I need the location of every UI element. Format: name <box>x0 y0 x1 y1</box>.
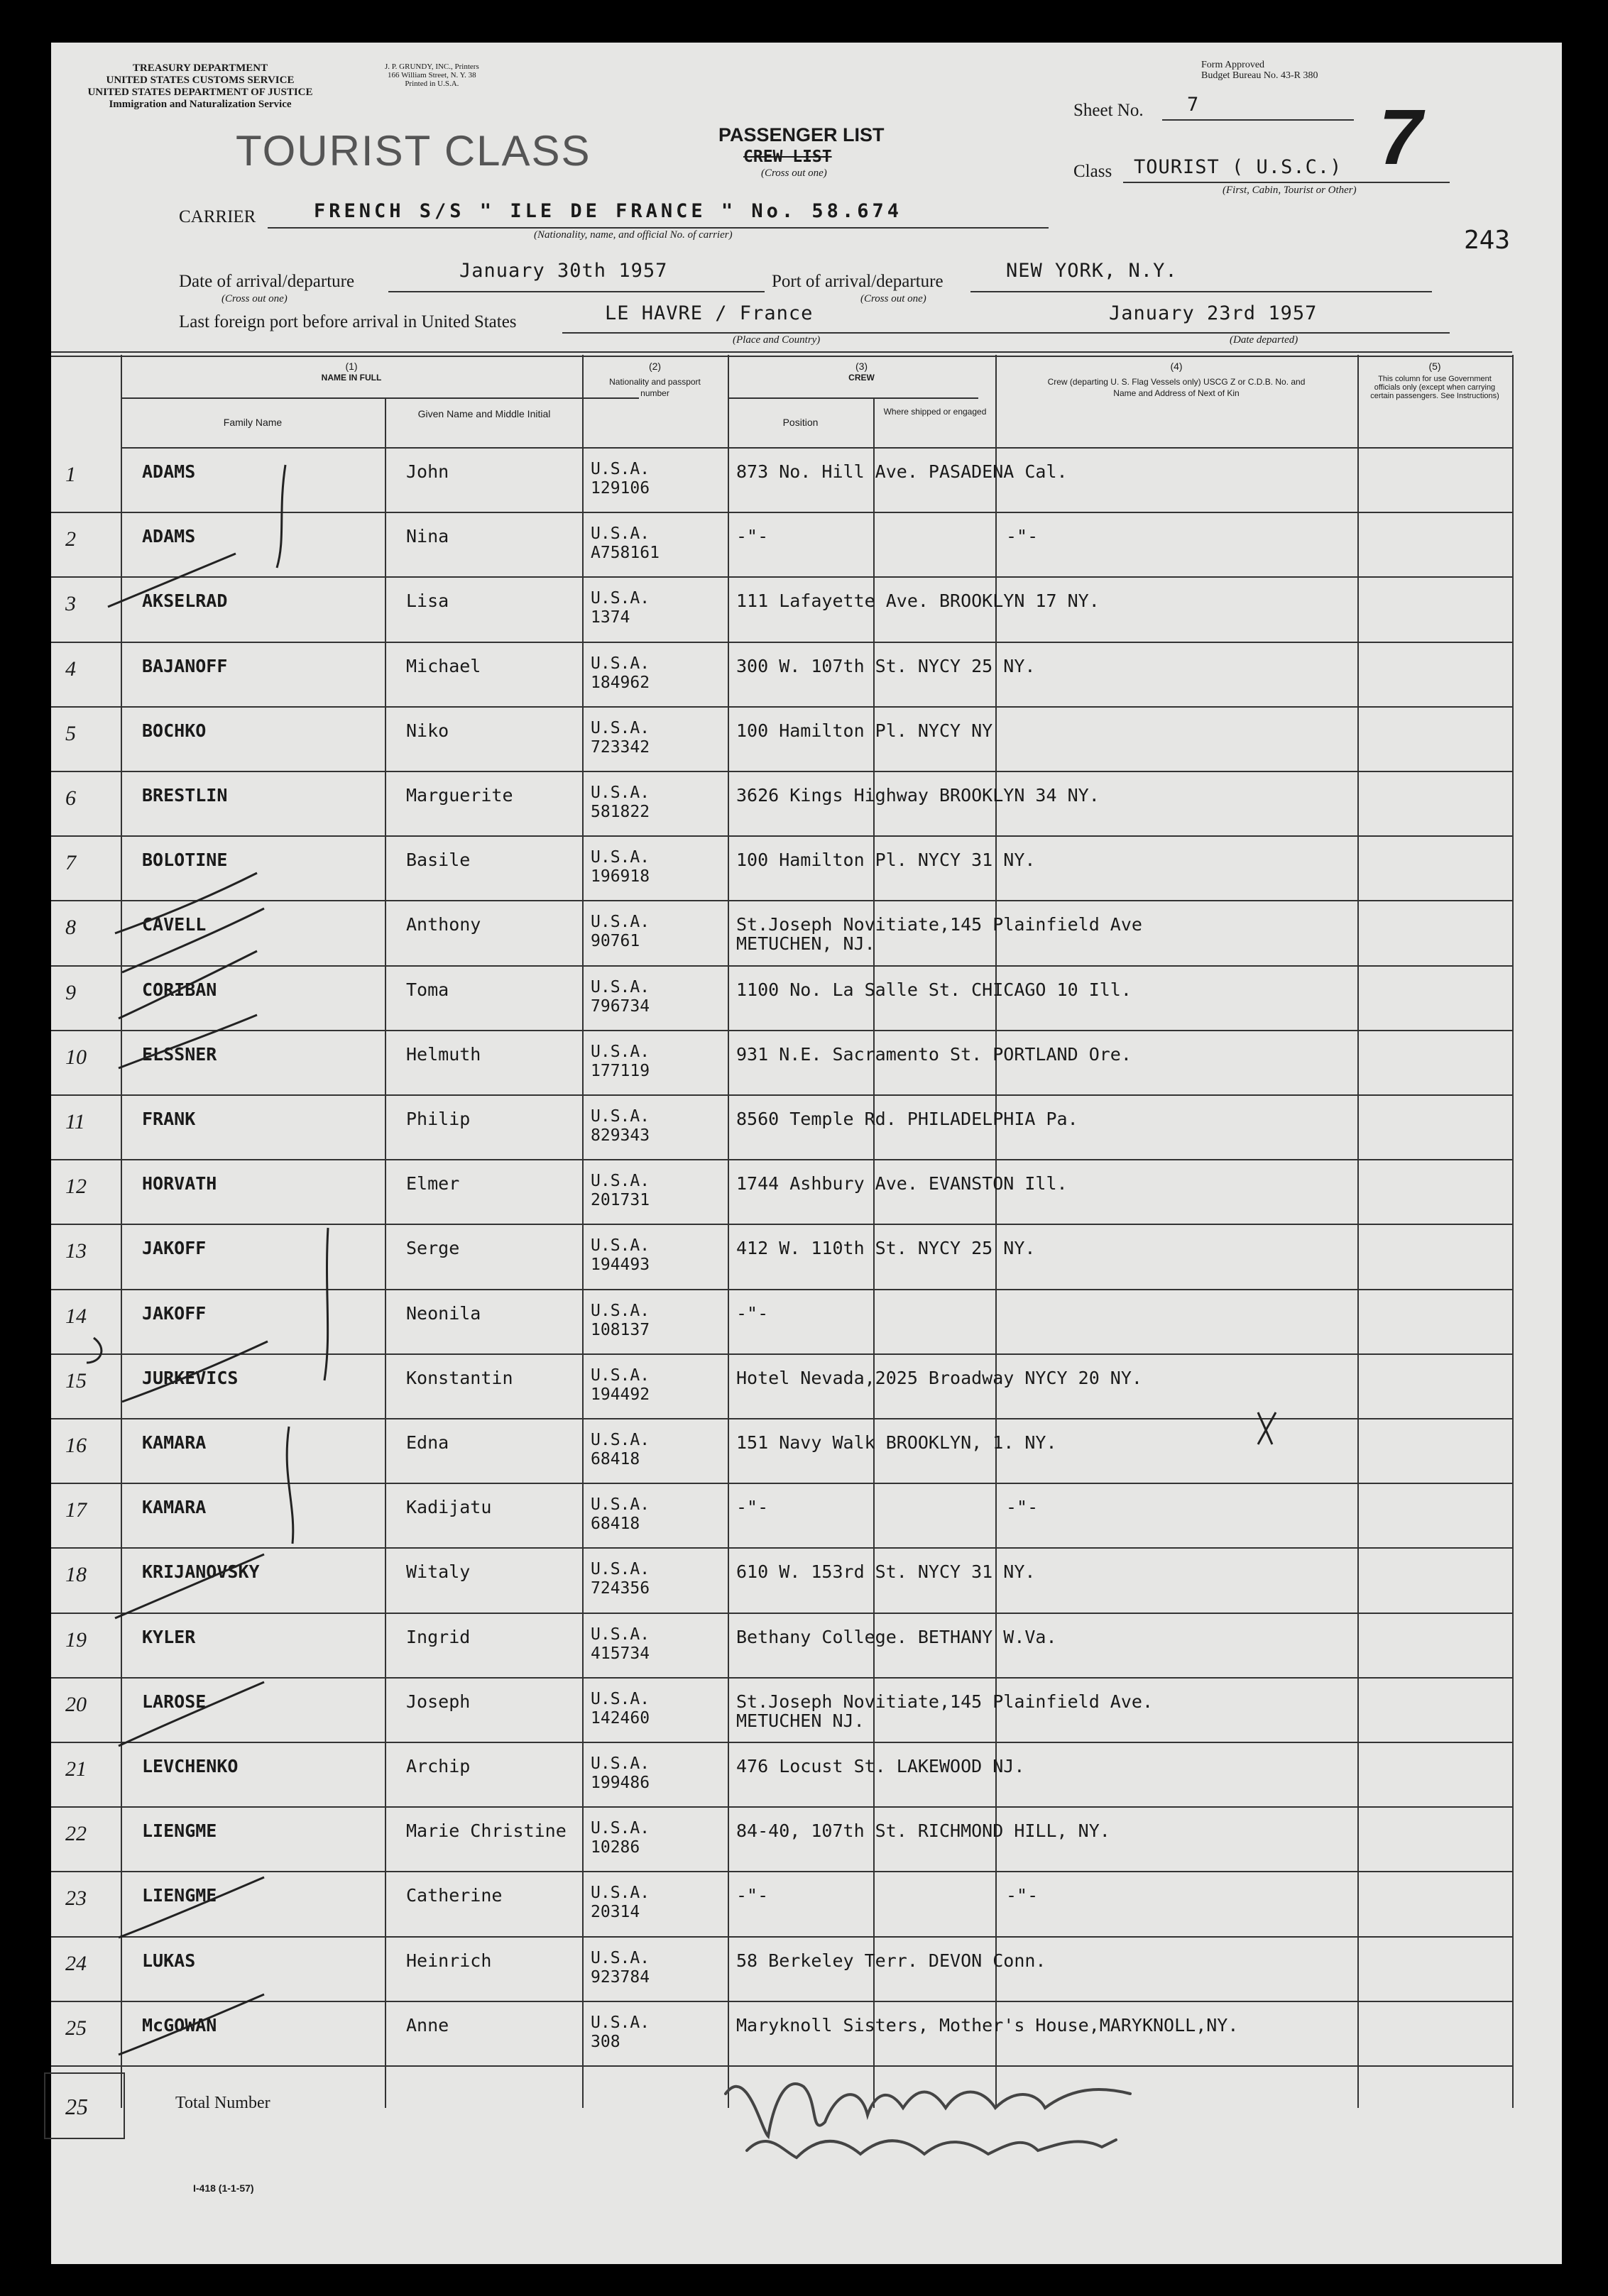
col2-header: (2) Nationality and passport number <box>609 361 701 398</box>
total-value: 25 <box>65 2094 88 2119</box>
printer-line: J. P. GRUNDY, INC., Printers <box>385 62 479 71</box>
col3-header: (3) CREW <box>848 361 875 383</box>
pen-mark <box>324 1228 328 1380</box>
row-number: 5 <box>65 721 76 745</box>
pen-mark <box>115 873 257 933</box>
family-name: JAKOFF <box>142 1238 207 1259</box>
row-number: 9 <box>65 980 76 1004</box>
next-of-kin-address: 111 Lafayette Ave. BROOKLYN 17 NY. <box>736 591 1100 612</box>
next-of-kin-address: 300 W. 107th St. NYCY 25 NY. <box>736 655 1036 676</box>
list-title: PASSENGER LIST <box>718 124 885 145</box>
family-name: JAKOFF <box>142 1302 207 1324</box>
printer-line: Printed in U.S.A. <box>405 79 459 88</box>
next-of-kin-address: 412 W. 110th St. NYCY 25 NY. <box>736 1238 1036 1259</box>
carrier-value: FRENCH S/S " ILE DE FRANCE " No. 58.674 <box>314 200 902 222</box>
passport-number: 184962 <box>591 673 650 692</box>
sheet-number: 7 <box>1187 94 1200 116</box>
row-number: 17 <box>65 1498 87 1522</box>
passport-number: 68418 <box>591 1515 640 1534</box>
pen-mark <box>287 1427 293 1544</box>
class-value: TOURIST ( U.S.C.) <box>1134 156 1342 178</box>
family-name: KAMARA <box>142 1432 207 1453</box>
agency-line: Immigration and Naturalization Service <box>109 99 292 110</box>
nationality: U.S.A. <box>591 1301 650 1320</box>
agency-line: UNITED STATES CUSTOMS SERVICE <box>106 75 295 86</box>
date-departed-value: January 23rd 1957 <box>1109 302 1318 324</box>
nationality: U.S.A. <box>591 848 650 867</box>
given-name: Helmuth <box>406 1043 481 1065</box>
port-note: (Cross out one) <box>860 293 926 304</box>
passport-number: 308 <box>591 2032 620 2051</box>
next-of-kin-address: -"- <box>736 1497 769 1518</box>
carrier-note: (Nationality, name, and official No. of carrier) <box>534 229 733 241</box>
row-number: 4 <box>65 657 76 681</box>
passport-number: 1374 <box>591 608 630 627</box>
nationality: U.S.A. <box>591 1689 650 1708</box>
nationality: U.S.A. <box>591 1107 650 1126</box>
passport-number: 68418 <box>591 1450 640 1468</box>
row-number: 2 <box>65 527 76 551</box>
passport-number: 194493 <box>591 1256 650 1275</box>
given-name: Ingrid <box>406 1626 471 1647</box>
next-of-kin-address: 100 Hamilton Pl. NYCY 31 NY. <box>736 850 1036 871</box>
printer-line: 166 William Street, N. Y. 38 <box>388 71 476 79</box>
nationality: U.S.A. <box>591 1754 650 1773</box>
next-of-kin-address: 84-40, 107th St. RICHMOND HILL, NY. <box>736 1820 1110 1842</box>
passport-number: 796734 <box>591 996 650 1016</box>
pen-mark <box>122 1341 268 1402</box>
nationality: U.S.A. <box>591 524 650 544</box>
nationality: U.S.A. <box>591 1366 650 1385</box>
passport-number: 201731 <box>591 1191 650 1210</box>
given-name: Anne <box>406 2014 449 2036</box>
nationality: U.S.A. <box>591 913 650 932</box>
given-name: Philip <box>406 1109 471 1129</box>
list-title-struck: CREW LIST <box>743 148 832 166</box>
given-name: John <box>406 461 449 482</box>
given-name: Heinrich <box>406 1950 492 1971</box>
nationality: U.S.A. <box>591 718 650 737</box>
passport-number: 923784 <box>591 1967 650 1987</box>
passport-number: 129106 <box>591 479 650 498</box>
next-of-kin-address: St.Joseph Novitiate,145 Plainfield Ave. <box>736 1691 1153 1712</box>
form-approved-line: Budget Bureau No. 43-R 380 <box>1201 70 1318 81</box>
given-name: Archip <box>406 1756 471 1776</box>
passport-number: 142460 <box>591 1708 650 1728</box>
row-number: 22 <box>65 1822 87 1846</box>
nationality: U.S.A. <box>591 1625 650 1644</box>
row-number: 14 <box>65 1304 87 1328</box>
given-name: Catherine <box>406 1885 503 1906</box>
passport-number: 581822 <box>591 803 650 821</box>
row-number: 25 <box>65 2016 87 2040</box>
nationality: U.S.A. <box>591 1236 650 1256</box>
given-name: Basile <box>406 850 471 871</box>
nationality: U.S.A. <box>591 1948 650 1967</box>
row-number: 6 <box>65 786 76 810</box>
given-name: Niko <box>406 720 449 741</box>
row-number: 3 <box>65 592 76 616</box>
family-name: FRANK <box>142 1109 196 1129</box>
sheet-number-large: 7 <box>1379 94 1423 181</box>
row-number: 1 <box>65 463 76 486</box>
pen-mark <box>115 1554 264 1618</box>
inspector-signature <box>704 2044 1215 2186</box>
next-of-kin-address: 931 N.E. Sacramento St. PORTLAND Ore. <box>736 1043 1132 1065</box>
carrier-label: CARRIER <box>179 207 256 226</box>
given-name: Edna <box>406 1432 449 1453</box>
row-number: 24 <box>65 1951 87 1975</box>
nationality: U.S.A. <box>591 977 650 996</box>
class-label: Class <box>1073 162 1112 181</box>
pen-mark <box>119 1994 264 2055</box>
nationality: U.S.A. <box>591 1495 650 1515</box>
given-name: Witaly <box>406 1561 471 1583</box>
passport-number: A758161 <box>591 544 660 563</box>
next-of-kin-address: 1744 Ashbury Ave. EVANSTON Ill. <box>736 1173 1068 1194</box>
family-name: ELSSNER <box>142 1043 217 1065</box>
next-of-kin-address-line2: METUCHEN, NJ. <box>736 933 875 955</box>
row-number: 8 <box>65 916 76 940</box>
nationality: U.S.A. <box>591 1884 650 1903</box>
next-of-kin-address: 476 Locust St. LAKEWOOD NJ. <box>736 1756 1025 1776</box>
row-number: 16 <box>65 1434 87 1457</box>
nationality: U.S.A. <box>591 589 650 608</box>
given-name: Anthony <box>406 914 481 935</box>
given-name: Marguerite <box>406 785 513 806</box>
nationality: U.S.A. <box>591 1560 650 1579</box>
row-number: 15 <box>65 1368 87 1393</box>
ditto-mark: -"- <box>1006 526 1039 547</box>
pen-mark <box>87 1338 102 1363</box>
given-name: Marie Christine <box>406 1820 567 1842</box>
family-name: AKSELRAD <box>142 591 228 612</box>
last-port-label: Last foreign port before arrival in United States <box>179 312 517 331</box>
given-name: Neonila <box>406 1302 481 1324</box>
sheet-label: Sheet No. <box>1073 101 1144 120</box>
family-name: JURKEVICS <box>142 1367 239 1388</box>
next-of-kin-address: -"- <box>736 526 769 547</box>
pen-mark <box>122 908 264 972</box>
row-number: 13 <box>65 1239 87 1263</box>
form-approved-line: Form Approved <box>1201 60 1265 70</box>
passport-number: 829343 <box>591 1126 650 1145</box>
last-port-value: LE HAVRE / France <box>605 302 814 324</box>
next-of-kin-address: St.Joseph Novitiate,145 Plainfield Ave <box>736 914 1142 935</box>
next-of-kin-address-line2: METUCHEN NJ. <box>736 1710 865 1731</box>
family-name: LAROSE <box>142 1691 207 1712</box>
given-name: Serge <box>406 1238 460 1259</box>
given-name: Elmer <box>406 1173 460 1194</box>
port-label: Port of arrival/departure <box>772 272 944 291</box>
date-value: January 30th 1957 <box>459 260 668 282</box>
family-name: KRIJANOVSKY <box>142 1561 260 1583</box>
last-port-note: (Place and Country) <box>733 334 821 346</box>
date-note: (Cross out one) <box>221 293 288 304</box>
nationality: U.S.A. <box>591 1819 650 1838</box>
family-name: LIENGME <box>142 1820 217 1842</box>
total-label: Total Number <box>175 2094 270 2112</box>
pen-mark <box>119 1877 264 1938</box>
family-name: KAMARA <box>142 1497 207 1518</box>
next-of-kin-address: 151 Navy Walk BROOKLYN, 1. NY. <box>736 1432 1057 1453</box>
pen-mark <box>119 951 257 1018</box>
family-name: ADAMS <box>142 461 196 482</box>
next-of-kin-address: 58 Berkeley Terr. DEVON Conn. <box>736 1950 1046 1971</box>
nationality: U.S.A. <box>591 784 650 802</box>
passport-number: 724356 <box>591 1579 650 1598</box>
next-of-kin-address: Hotel Nevada,2025 Broadway NYCY 20 NY. <box>736 1367 1142 1388</box>
passport-number: 10286 <box>591 1838 640 1857</box>
next-of-kin-address: 100 Hamilton Pl. NYCY NY <box>736 720 993 741</box>
pen-mark <box>119 1682 264 1746</box>
form-code: I-418 (1-1-57) <box>193 2182 254 2194</box>
date-label: Date of arrival/departure <box>179 272 355 291</box>
nationality: U.S.A. <box>591 654 650 673</box>
passport-number: 199486 <box>591 1774 650 1792</box>
passport-number: 194492 <box>591 1385 650 1404</box>
family-name: LIENGME <box>142 1885 217 1906</box>
family-name: CAVELL <box>142 914 207 935</box>
agency-line: TREASURY DEPARTMENT <box>132 62 268 74</box>
given-name: Michael <box>406 655 481 676</box>
ditto-mark: -"- <box>1006 1497 1039 1518</box>
nationality: U.S.A. <box>591 2013 650 2032</box>
row-number: 11 <box>65 1110 85 1133</box>
passport-number: 90761 <box>591 932 640 951</box>
given-name-header: Given Name and Middle Initial <box>417 408 551 419</box>
row-number: 23 <box>65 1886 87 1911</box>
passport-number: 108137 <box>591 1320 650 1339</box>
next-of-kin-address: Bethany College. BETHANY W.Va. <box>736 1626 1057 1647</box>
pen-mark <box>1258 1412 1276 1444</box>
given-name: Nina <box>406 526 449 547</box>
agency-line: UNITED STATES DEPARTMENT OF JUSTICE <box>87 87 313 98</box>
passport-number: 20314 <box>591 1903 640 1922</box>
next-of-kin-address: Maryknoll Sisters, Mother's House,MARYKNOLL,NY. <box>736 2014 1239 2036</box>
passport-number: 723342 <box>591 737 650 757</box>
given-name: Joseph <box>406 1691 471 1712</box>
class-note: (First, Cabin, Tourist or Other) <box>1223 185 1357 196</box>
family-name-header: Family Name <box>223 417 283 428</box>
tourist-class-stamp: TOURIST CLASS <box>236 127 591 175</box>
next-of-kin-address: 610 W. 153rd St. NYCY 31 NY. <box>736 1561 1036 1583</box>
row-number: 18 <box>65 1563 87 1587</box>
next-of-kin-address: -"- <box>736 1885 769 1906</box>
family-name: ADAMS <box>142 526 196 547</box>
nationality: U.S.A. <box>591 460 650 478</box>
row-number: 19 <box>65 1627 87 1652</box>
family-name: BOCHKO <box>142 720 207 741</box>
family-name: LUKAS <box>142 1950 196 1971</box>
row-number: 21 <box>65 1757 87 1781</box>
col1-header: (1) NAME IN FULL <box>321 361 382 383</box>
row-number: 10 <box>65 1045 87 1069</box>
ditto-mark: -"- <box>1006 1885 1039 1906</box>
family-name: BRESTLIN <box>142 785 228 806</box>
pen-annotations <box>51 43 1562 2264</box>
row-number: 12 <box>65 1175 87 1199</box>
family-name: McGOWAN <box>142 2014 217 2036</box>
next-of-kin-address: 8560 Temple Rd. PHILADELPHIA Pa. <box>736 1109 1078 1129</box>
next-of-kin-address: 1100 No. La Salle St. CHICAGO 10 Ill. <box>736 979 1132 1000</box>
next-of-kin-address: -"- <box>736 1302 769 1324</box>
passport-number: 177119 <box>591 1061 650 1080</box>
shipped-header: Where shipped or engaged <box>883 407 987 417</box>
nationality: U.S.A. <box>591 1431 650 1449</box>
family-name: BOLOTINE <box>142 850 228 871</box>
given-name: Toma <box>406 979 449 1000</box>
manifest-sheet <box>51 43 1562 2264</box>
given-name: Lisa <box>406 591 449 612</box>
position-header: Position <box>782 417 819 428</box>
family-name: HORVATH <box>142 1173 217 1194</box>
row-number: 7 <box>65 851 76 875</box>
pen-mark <box>108 554 236 607</box>
row-number: 20 <box>65 1692 87 1716</box>
col4-header: (4) Crew (departing U. S. Flag Vessels only) USCG Z or C.D.B. No. and Name and Address of Next of Kin <box>1047 361 1306 398</box>
family-name: LEVCHENKO <box>142 1756 239 1776</box>
family-name: CORIBAN <box>142 979 217 1000</box>
passport-number: 196918 <box>591 867 650 886</box>
date-departed-note: (Date departed) <box>1230 334 1298 346</box>
given-name: Konstantin <box>406 1367 513 1388</box>
col5-header: (5) This column for use Government officials only (except when carrying certain passengers. See Instructions) <box>1370 361 1499 400</box>
port-value: NEW YORK, N.Y. <box>1006 260 1178 282</box>
family-name: KYLER <box>142 1626 196 1647</box>
cross-out-note: (Cross out one) <box>761 167 827 179</box>
given-name: Kadijatu <box>406 1497 492 1518</box>
nationality: U.S.A. <box>591 1172 650 1191</box>
family-name: BAJANOFF <box>142 655 228 676</box>
next-of-kin-address: 3626 Kings Highway BROOKLYN 34 NY. <box>736 785 1100 806</box>
page-number: 243 <box>1464 226 1511 255</box>
next-of-kin-address: 873 No. Hill Ave. PASADENA Cal. <box>736 461 1068 482</box>
nationality: U.S.A. <box>591 1042 650 1061</box>
passport-number: 415734 <box>591 1644 650 1663</box>
pen-mark <box>119 1015 257 1068</box>
pen-mark <box>277 465 285 568</box>
